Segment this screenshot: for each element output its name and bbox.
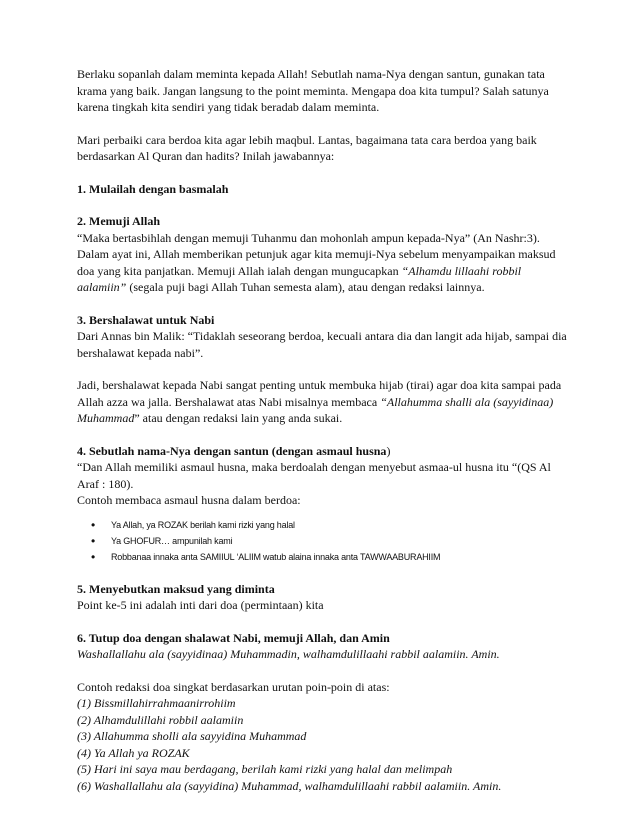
section-6-heading: 6. Tutup doa dengan shalawat Nabi, memuji Allah, dan Amin xyxy=(77,630,390,645)
list-item: • Robbanaa innaka anta SAMIIUL ‘ALIIM watub alaina innaka anta TAWWAABURAHIIM xyxy=(111,549,568,565)
section-3-heading: 3. Bershalawat untuk Nabi xyxy=(77,312,215,327)
example-line: (1) Bissmillahirrahmaanirrohiim xyxy=(77,696,236,710)
example-line: (3) Allahumma sholli ala sayyidina Muhammad xyxy=(77,729,307,743)
section-4-heading-bold: 4. Sebutlah nama-Nya dengan santun (dengan asmaul husna xyxy=(77,443,387,458)
section-2-text xyxy=(77,230,568,296)
section-3-text-2a: Jadi, bershalawat kepada Nabi sangat penting untuk membuka hijab (tirai) agar doa kita sampai pada Allah azza wa jalla. Bershalawat atas Nabi misalnya membaca xyxy=(77,378,562,409)
section-3-text: Dari Annas bin Malik: “Tidaklah seseorang berdoa, kecuali antara dia dan langit ada hijab, sampai dia bershalawat kepada nabi”. xyxy=(77,329,567,360)
section-5-heading: 5. Menyebutkan maksud yang diminta xyxy=(77,581,275,596)
example-intro: Contoh redaksi doa singkat berdasarkan urutan poin-poin di atas: xyxy=(77,679,390,694)
intro-paragraph-1: Berlaku sopanlah dalam meminta kepada Allah! Sebutlah nama-Nya dengan santun, gunakan tata krama yang baik. Jangan langsung to the point meminta. Mengapa doa kita tumpul? Salah satunya karena tingkah kita sendiri yang tidak beradab dalam meminta. xyxy=(77,67,549,114)
section-2-text-b: (segala puji bagi Allah Tuhan semesta alam), atau dengan redaksi lainnya. xyxy=(126,280,485,294)
intro-paragraph-2: Mari perbaiki cara berdoa kita agar lebih maqbul. Lantas, bagaimana tata cara berdoa yang baik berdasarkan Al Quran dan hadits? Inilah jawabannya: xyxy=(77,132,537,163)
example-line: (6) Washallallahu ala (sayyidina) Muhammad, walhamdulillaahi rabbil aalamiin. Amin. xyxy=(77,778,502,793)
section-3-text-2 xyxy=(77,377,568,427)
section-4-text: “Dan Allah memiliki asmaul husna, maka berdoalah dengan menyebut asmaa-ul husna itu “(QS Al Araf : 180). xyxy=(77,460,551,491)
section-5-text: Point ke-5 ini adalah inti dari doa (permintaan) kita xyxy=(77,598,324,612)
example-line: (2) Alhamdulillahi robbil aalamiin xyxy=(77,712,244,727)
example-line: (4) Ya Allah ya ROZAK xyxy=(77,745,190,760)
list-item: • Ya Allah, ya ROZAK berilah kami rizki yang halal xyxy=(111,517,568,533)
section-2-text-italic: “Alhamdu lillaahi robbil aalamiin” xyxy=(77,263,522,294)
example-line: (5) Hari ini saya mau berdagang, berilah kami rizki yang halal dan melimpah xyxy=(77,762,453,776)
section-2-text-a: “Maka bertasbihlah dengan memuji Tuhanmu dan mohonlah ampun kepada-Nya” (An Nashr:3). Dalam ayat ini, Allah memberikan petunjuk agar kita memuji-Nya sebelum menyampaikan maksud doa yang kita panjatkan. Memuji Allah ialah dengan mungucapkan xyxy=(77,230,556,278)
asmaul-husna-list xyxy=(77,517,568,565)
section-2-heading: 2. Memuji Allah xyxy=(77,214,160,228)
list-item: • Ya GHOFUR… ampunilah kami xyxy=(111,533,568,549)
section-1-heading: 1. Mulailah dengan basmalah xyxy=(77,181,229,196)
section-3-text-2b: ” atau dengan redaksi lain yang anda sukai. xyxy=(134,411,343,425)
section-4-text-2: Contoh membaca asmaul husna dalam berdoa: xyxy=(77,493,301,507)
section-6-text: Washallallahu ala (sayyidinaa) Muhammadin, walhamdulillaahi rabbil aalamiin. Amin. xyxy=(77,647,500,661)
section-4-heading xyxy=(77,443,568,460)
section-4-heading-tail: ) xyxy=(386,443,391,458)
section-3-text-2-italic: “Allahumma shalli ala (sayyidinaa) Muhammad xyxy=(77,394,554,425)
